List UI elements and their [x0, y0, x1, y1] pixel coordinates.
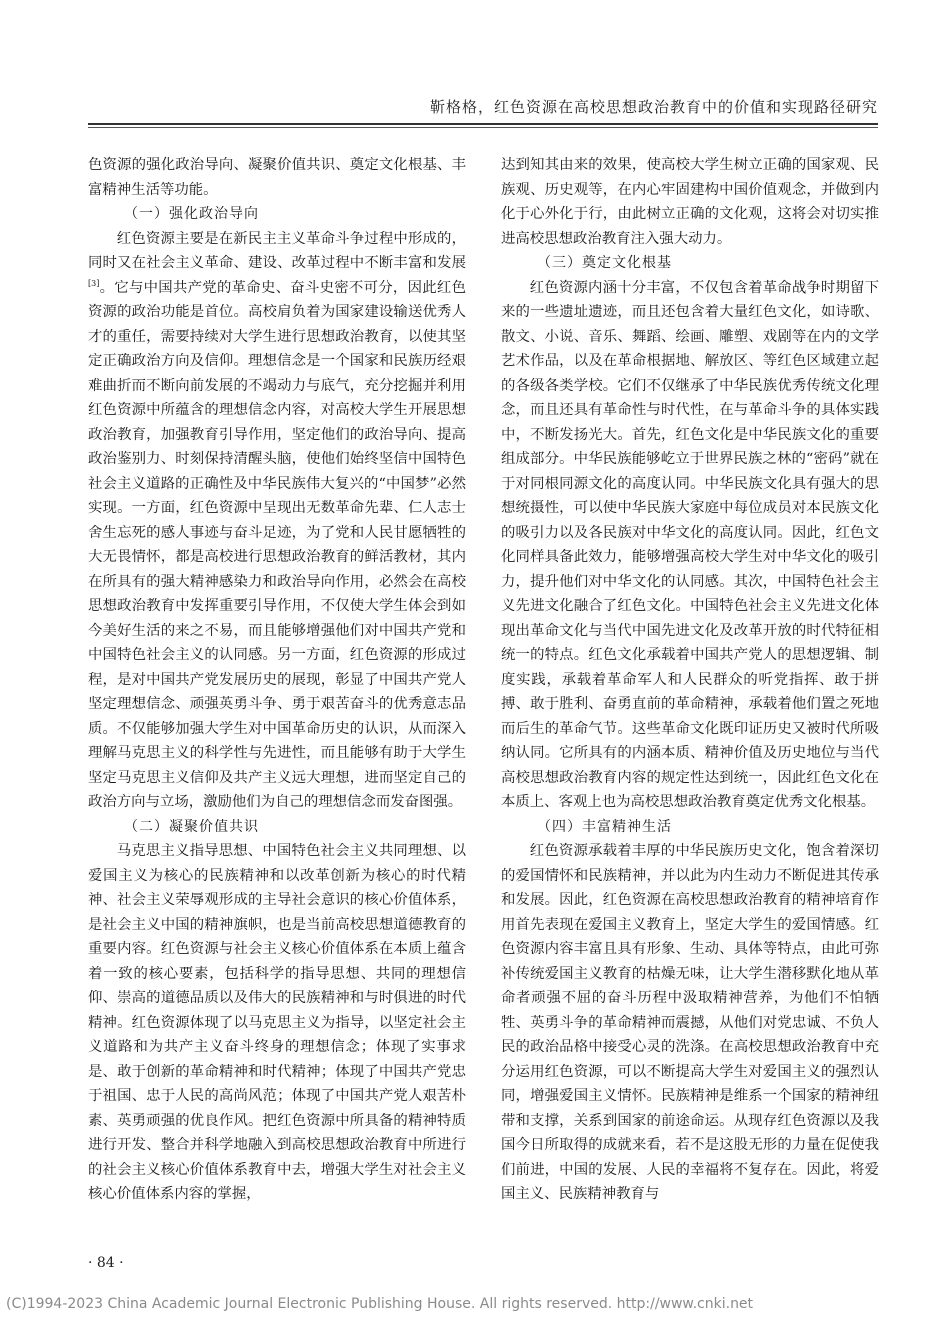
left-column	[88, 153, 466, 1207]
header-rule-thin	[88, 127, 878, 128]
right-column	[501, 153, 879, 1207]
page-number: · 84 ·	[88, 1255, 124, 1271]
continued-paragraph: 达到知其由来的效果，使高校大学生树立正确的国家观、民族观、历史观等，在内心牢固建构中国价值观念，并做到内化于心外化于行，由此树立正确的文化观，这将会对切实推进高校思想政治教育注入强大动力。	[501, 157, 879, 247]
running-header: 靳格格，红色资源在高校思想政治教育中的价值和实现路径研究	[429, 98, 878, 116]
section-heading-spiritual-life: （四）丰富精神生活	[537, 818, 672, 835]
paragraph-value-consensus: 马克思主义指导思想、中国特色社会主义共同理想、以爱国主义为核心的民族精神和以改革创新为核心的时代精神、社会主义荣辱观形成的主导社会意识的核心价值体系，是社会主义中国的精神旗帜，也是当前高校思想道德教育的重要内容。红色资源与社会主义核心价值体系在本质上蕴含着一致的核心要素，包括科学的指导思想、共同的理想信仰、崇高的道德品质以及伟大的民族精神和与时俱进的时代精神。红色资源体现了以马克思主义为指导，以坚定社会主义道路和为共产主义奋斗终身的理想信念；体现了实事求是、敢于创新的革命精神和时代精神；体现了中国共产党忠于祖国、忠于人民的高尚风范；体现了中国共产党人艰苦朴素、英勇顽强的优良作风。把红色资源中所具备的精神特质进行开发、整合并科学地融入到高校思想政治教育中所进行的社会主义核心价值体系教育中去，增强大学生对社会主义核心价值体系内容的掌握，	[88, 843, 466, 1202]
citation-ref[interactable]: [3]	[88, 278, 100, 288]
section-heading-value-consensus: （二）凝聚价值共识	[124, 818, 259, 835]
copyright-notice: (C)1994-2023 China Academic Journal Electronic Publishing House. All rights reserved. http://www.cnki.net	[6, 1296, 754, 1312]
header-rule	[88, 123, 878, 125]
paragraph-text-part: 。它与中国共产党的革命史、奋斗史密不可分，因此红色资源的政治功能是首位。高校肩负着为国家建设输送优秀人才的重任，需要持续对大学生进行思想政治教育，以使其坚定正确政治方向及信仰。理想信念是一个国家和民族历经艰难曲折而不断向前发展的不竭动力与底气，充分挖掘并利用红色资源中所蕴含的理想信念内容，对高校大学生开展思想政治教育，加强教育引导作用，坚定他们的政治导向、提高政治鉴别力、时刻保持清醒头脑，使他们始终坚信中国特色社会主义道路的正确性及中华民族伟大复兴的“中国梦”必然实现。一方面，红色资源中呈现出无数革命先辈、仁人志士舍生忘死的感人事迹与奋斗足迹，为了党和人民甘愿牺牲的大无畏情怀，都是高校进行思想政治教育的鲜活教材，其内在所具有的强大精神感染力和政治导向作用，必然会在高校思想政治教育中发挥重要引导作用，不仅使大学生体会到如今美好生活的来之不易，而且能够增强他们对中国共产党和中国特色社会主义的认同感。另一方面，红色资源的形成过程，是对中国共产党发展历史的展现，彰显了中国共产党人坚定理想信念、顽强英勇斗争、勇于艰苦奋斗的优秀意志品质。不仅能够加强大学生对中国革命历史的认识，从而深入理解马克思主义的科学性与先进性，而且能够有助于大学生坚定马克思主义信仰及共产主义远大理想，进而坚定自己的政治方向与立场，激励他们为自己的理想信念而发奋图强。	[88, 279, 466, 810]
paragraph-political-orientation	[88, 227, 466, 815]
intro-paragraph: 色资源的强化政治导向、凝聚价值共识、奠定文化根基、丰富精神生活等功能。	[88, 157, 466, 198]
section-heading-cultural-foundation: （三）奠定文化根基	[537, 255, 672, 271]
paragraph-text-part: 红色资源主要是在新民主主义革命斗争过程中形成的，同时又在社会主义革命、建设、改革过程中不断丰富和发展	[88, 230, 466, 271]
paragraph-spiritual-life: 红色资源承载着丰厚的中华民族历史文化，饱含着深切的爱国情怀和民族精神，并以此为内生动力不断促进其传承和发展。因此，红色资源在高校思想政治教育的精神培育作用首先表现在爱国主义教育上，坚定大学生的爱国情感。红色资源内容丰富且具有形象、生动、具体等特点，由此可弥补传统爱国主义教育的枯燥无味，让大学生潜移默化地从革命者顽强不屈的奋斗历程中汲取精神营养，为他们不怕牺牲、英勇斗争的革命精神而震撼，从他们对党忠诚、不负人民的政治品格中接受心灵的洗涤。在高校思想政治教育中充分运用红色资源，可以不断提高大学生对爱国主义的强烈认同，增强爱国主义情怀。民族精神是维系一个国家的精神纽带和支撑，关系到国家的前途命运。从现存红色资源以及我国今日所取得的成就来看，若不是这股无形的力量在促使我们前进，中国的发展、人民的幸福将不复存在。因此，将爱国主义、民族精神教育与	[501, 843, 879, 1202]
section-heading-political-orientation: （一）强化政治导向	[124, 206, 259, 222]
paragraph-cultural-foundation: 红色资源内涵十分丰富，不仅包含着革命战争时期留下来的一些遗址遗迹，而且还包含着大量红色文化，如诗歌、散文、小说、音乐、舞蹈、绘画、雕塑、戏剧等在内的文学艺术作品，以及在革命根据地、解放区、等红色区域建立起的各级各类学校。它们不仅继承了中华民族优秀传统文化理念，而且还具有革命性与时代性，在与革命斗争的具体实践中，不断发扬光大。首先，红色文化是中华民族文化的重要组成部分。中华民族能够屹立于世界民族之林的“密码”就在于对同根同源文化的高度认同。中华民族文化具有强大的思想统摄性，可以使中华民族大家庭中每位成员对本民族文化的吸引力以及各民族对中华文化的高度认同。因此，红色文化同样具备此效力，能够增强高校大学生对中华文化的吸引力，提升他们对中华文化的认同感。其次，中国特色社会主义先进文化融合了红色文化。中国特色社会主义先进文化体现出革命文化与当代中国先进文化及改革开放的时代特征相统一的特点。红色文化承载着中国共产党人的思想逻辑、制度实践，承载着革命军人和人民群众的听党指挥、敢于拼搏、敢于胜利、奋勇直前的革命精神，承载着他们置之死地而后生的革命气节。这些革命文化既印证历史又被时代所吸纳认同。它所具有的内涵本质、精神价值及历史地位与当代高校思想政治教育内容的规定性达到统一，因此红色文化在本质上、客观上也为高校思想政治教育奠定优秀文化根基。	[501, 279, 879, 810]
